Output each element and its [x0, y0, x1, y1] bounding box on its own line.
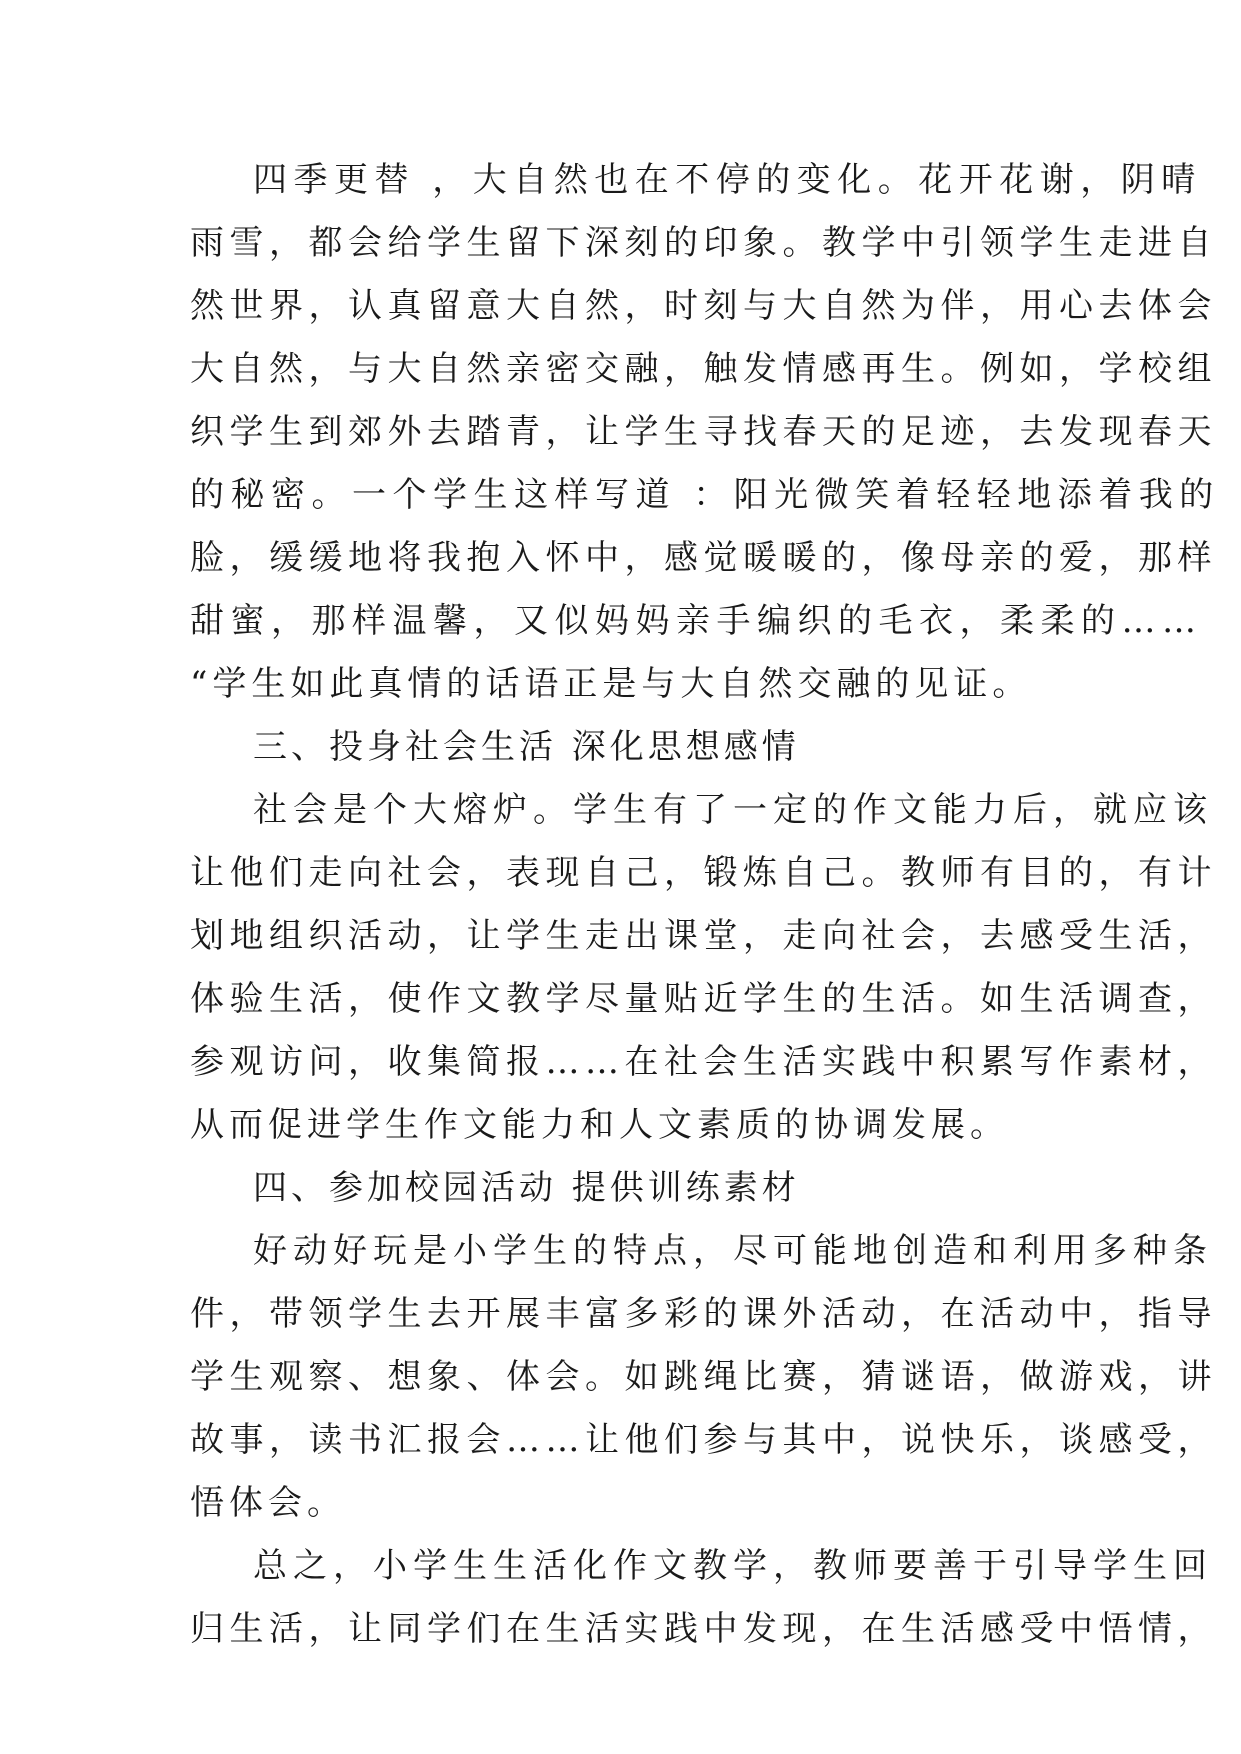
text-line: 故事，读书汇报会……让他们参与其中，说快乐，谈感受， — [190, 1420, 1217, 1460]
text-line: 总之，小学生生活化作文教学，教师要善于引导学生回 — [253, 1546, 1213, 1586]
text-line: 让他们走向社会，表现自己，锻炼自己。教师有目的，有计 — [190, 853, 1217, 893]
text-line: 雨雪，都会给学生留下深刻的印象。教学中引领学生走进自 — [190, 223, 1217, 263]
text-line: 的秘密。一个学生这样写道 ：阳光微笑着轻轻地添着我的 — [190, 475, 1220, 515]
text-line: 件，带领学生去开展丰富多彩的课外活动，在活动中，指导 — [190, 1294, 1217, 1334]
text-line: 体验生活，使作文教学尽量贴近学生的生活。如生活调查， — [190, 979, 1217, 1019]
text-line: 参观访问，收集简报……在社会生活实践中积累写作素材， — [190, 1042, 1217, 1082]
section-heading: 三、投身社会生活 深化思想感情 — [253, 727, 800, 767]
text-line: “学生如此真情的话语正是与大自然交融的见证。 — [190, 664, 1032, 704]
text-line: 学生观察、想象、体会。如跳绳比赛，猜谜语，做游戏，讲 — [190, 1357, 1217, 1397]
text-line: 大自然，与大自然亲密交融，触发情感再生。例如，学校组 — [190, 349, 1217, 389]
text-line: 然世界，认真留意大自然，时刻与大自然为伴，用心去体会 — [190, 286, 1217, 326]
text-line: 好动好玩是小学生的特点，尽可能地创造和利用多种条 — [253, 1231, 1213, 1271]
text-line: 悟体会。 — [190, 1483, 346, 1523]
section-heading: 四、参加校园活动 提供训练素材 — [253, 1168, 800, 1208]
text-line: 社会是个大熔炉。学生有了一定的作文能力后，就应该 — [253, 790, 1213, 830]
text-line: 脸，缓缓地将我抱入怀中，感觉暖暖的，像母亲的爱，那样 — [190, 538, 1217, 578]
text-line: 甜蜜，那样温馨，又似妈妈亲手编织的毛衣，柔柔的…… — [190, 601, 1203, 641]
text-line: 归生活，让同学们在生活实践中发现，在生活感受中悟情， — [190, 1609, 1217, 1649]
text-line: 划地组织活动，让学生走出课堂，走向社会，去感受生活， — [190, 916, 1217, 956]
text-line: 从而促进学生作文能力和人文素质的协调发展。 — [190, 1105, 1009, 1145]
text-line: 织学生到郊外去踏青，让学生寻找春天的足迹，去发现春天 — [190, 412, 1217, 452]
text-line: 四季更替 ，大自然也在不停的变化。花开花谢，阴晴 — [253, 160, 1202, 200]
